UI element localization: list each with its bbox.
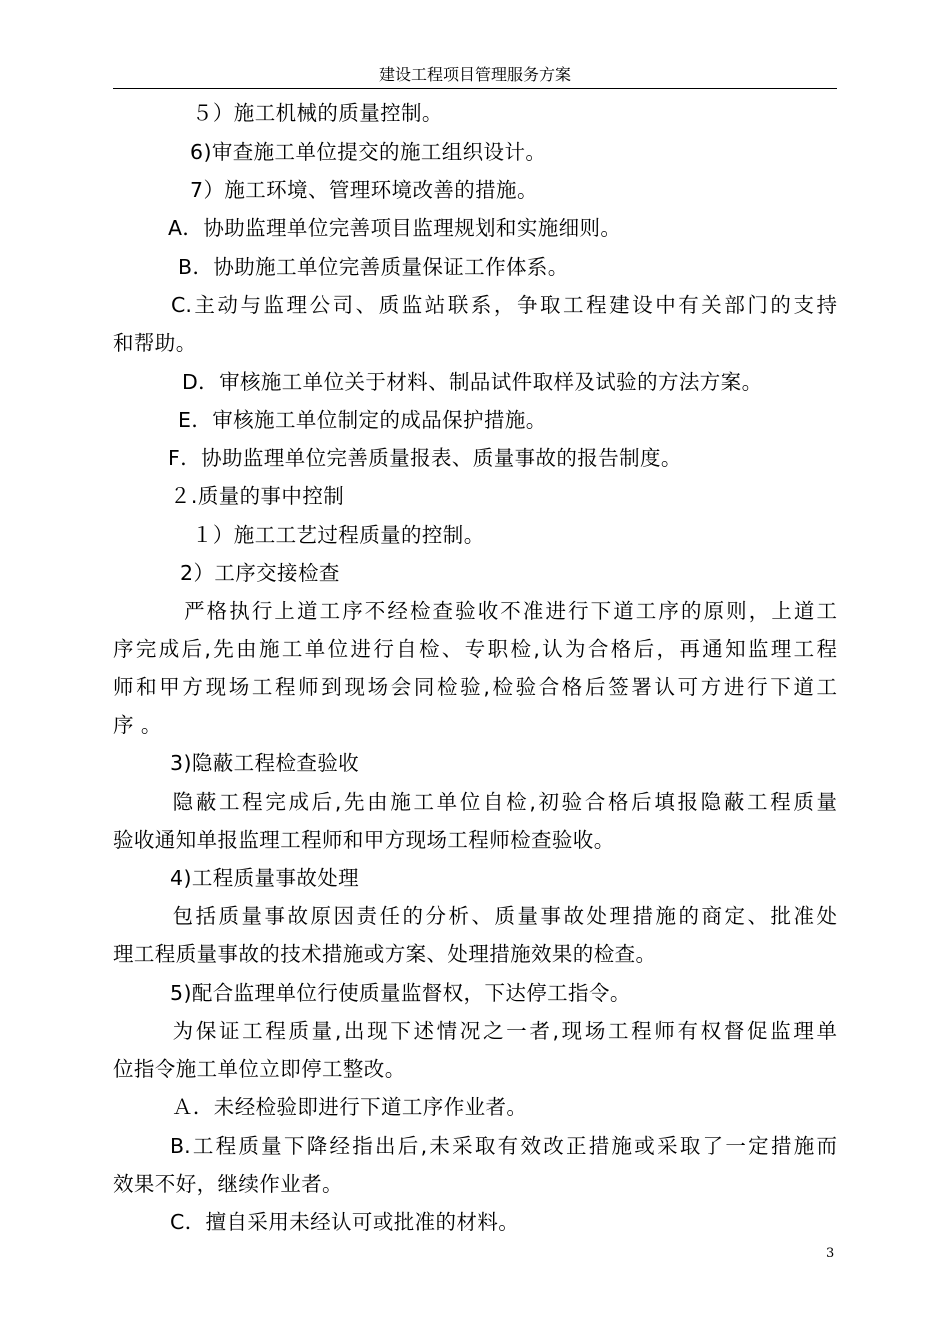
- header-divider: [113, 88, 837, 89]
- body-line: 验收通知单报监理工程师和甲方现场工程师检查验收。: [113, 828, 615, 852]
- body-line: 师和甲方现场工程师到现场会同检验,检验合格后签署认可方进行下道工: [113, 675, 837, 699]
- page-header-title: 建设工程项目管理服务方案: [378, 65, 571, 84]
- body-line: 和帮助。: [113, 331, 197, 355]
- section-heading: ２.质量的事中控制: [170, 484, 345, 508]
- body-line: 序 。: [113, 713, 162, 737]
- body-line: 位指令施工单位立即停工整改。: [113, 1057, 406, 1081]
- body-line: ５）施工机械的质量控制。: [192, 101, 443, 125]
- body-line: 效果不好，继续作业者。: [113, 1172, 343, 1196]
- body-line: 7）施工环境、管理环境改善的措施。: [190, 178, 538, 202]
- body-line: 理工程质量事故的技术措施或方案、处理措施效果的检查。: [113, 942, 657, 966]
- body-line: B.工程质量下降经指出后,未采取有效改正措施或采取了一定措施而: [170, 1134, 837, 1158]
- body-line: D．审核施工单位关于材料、制品试件取样及试验的方法方案。: [182, 370, 763, 394]
- body-line: 隐蔽工程完成后,先由施工单位自检,初验合格后填报隐蔽工程质量: [170, 790, 837, 814]
- body-line: 包括质量事故原因责任的分析、质量事故处理措施的商定、批准处: [170, 904, 837, 928]
- page-number: 3: [826, 1246, 835, 1261]
- body-line: 严格执行上道工序不经检查验收不准进行下道工序的原则，上道工: [182, 599, 837, 623]
- body-line: B．协助施工单位完善质量保证工作体系。: [178, 255, 569, 279]
- body-line: 6)审查施工单位提交的施工组织设计。: [190, 140, 547, 164]
- body-line: A．协助监理单位完善项目监理规划和实施细则。: [168, 216, 622, 240]
- body-line: 为保证工程质量,出现下述情况之一者,现场工程师有权督促监理单: [170, 1019, 837, 1043]
- body-line: 序完成后,先由施工单位进行自检、专职检,认为合格后，再通知监理工程: [113, 637, 837, 661]
- body-line: １）施工工艺过程质量的控制。: [192, 523, 485, 547]
- body-line: 3)隐蔽工程检查验收: [170, 751, 360, 775]
- body-line: E．审核施工单位制定的成品保护措施。: [178, 408, 547, 432]
- body-line: C．擅自采用未经认可或批准的材料。: [170, 1210, 520, 1234]
- body-line: 2）工序交接检查: [180, 561, 340, 585]
- body-line: C.主动与监理公司、质监站联系，争取工程建设中有关部门的支持: [171, 293, 837, 317]
- body-line: 4)工程质量事故处理: [170, 866, 360, 890]
- body-line: F．协助监理单位完善质量报表、质量事故的报告制度。: [168, 446, 682, 470]
- body-line: Ａ．未经检验即进行下道工序作业者。: [172, 1095, 528, 1119]
- body-line: 5)配合监理单位行使质量监督权，下达停工指令。: [170, 981, 631, 1005]
